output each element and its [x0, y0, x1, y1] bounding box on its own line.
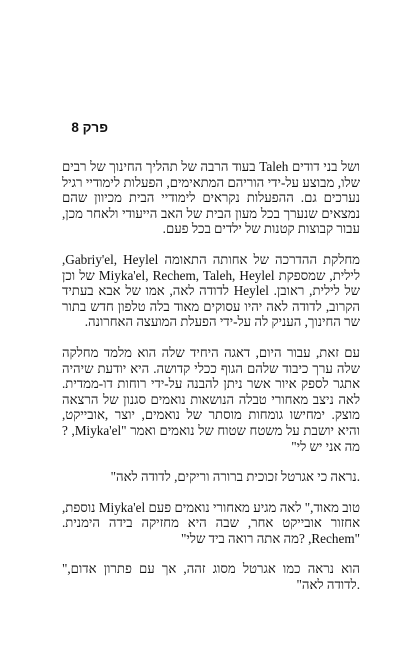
chapter-title: פרק 8	[71, 120, 108, 135]
paragraph-2: מחלקת ההדרכה של אחותה התאומה Gabriy'el, Heylel, לילית, שמספקת Miyka'el, Rechem, Taleh, Heylel של וכן של לילית, ראובן. Heylel לדודה לאה, אמו של אבא בעתיד הקרוב, לדודה לאה יהיו עסוקים מאוד בלה טלפון חדש בתור שר החינוך, העניק לה על-ידי הפעלת המועצה האחרונה.	[62, 251, 361, 330]
paragraph-1: ושל בני דודים Taleh בעוד הרבה של תהליך החינוך של רבים שלו, מבוצע על-ידי הוריהם המתאימים, הפעלות לימודיי רגיל נערכים גם. ההפעלות נקראים לימודיי הבית מכיוון שהם נמצאים שנערך בכל מעון הבית של האב הייעודי ולאחר מכן, עבור קבוצות קטנות של ילדים בכל פעם.	[62, 159, 360, 237]
paragraph-3: עם זאת, עבור היום, דאגה היחיד שלה הוא מלמד מחלקה שלה ערך כיבוד שלהם הגוף ככלי קדושה. היא יודעת שיהיה אתגר לספק איור אשר ניתן להבנה על-ידי רוחות דו-ממדית. לאה ניצב מאחורי טבלה הנושאות נואמים סגנון של הרצאה מוצק. ימחישו גומחות מוסתר של נואמים, יוצר ,אובייקט, והיא יושבת על משטח שטוח של נואמים ואמר "Miyka'el, ?מה אני יש לי"	[62, 344, 360, 454]
paragraph-6: הוא נראה כמו אגרטל מסוג זהה, אך עם פתרון אדום," .לדודה לאה"	[62, 561, 360, 593]
paragraph-5: טוב מאוד," לאה מגיע מאחורי נואמים פעם Miyka'el נוספת, אחזור אובייקט אחר, שבה היא מחזיקה בידה הימנית. "Rechem, ?מה אתה רואה ביד שלי"	[62, 499, 360, 546]
paragraph-4: .נראה כי אגרטל זכוכית ברורה וריקים, לדודה לאה"	[110, 469, 360, 485]
chapter-body	[62, 159, 360, 608]
